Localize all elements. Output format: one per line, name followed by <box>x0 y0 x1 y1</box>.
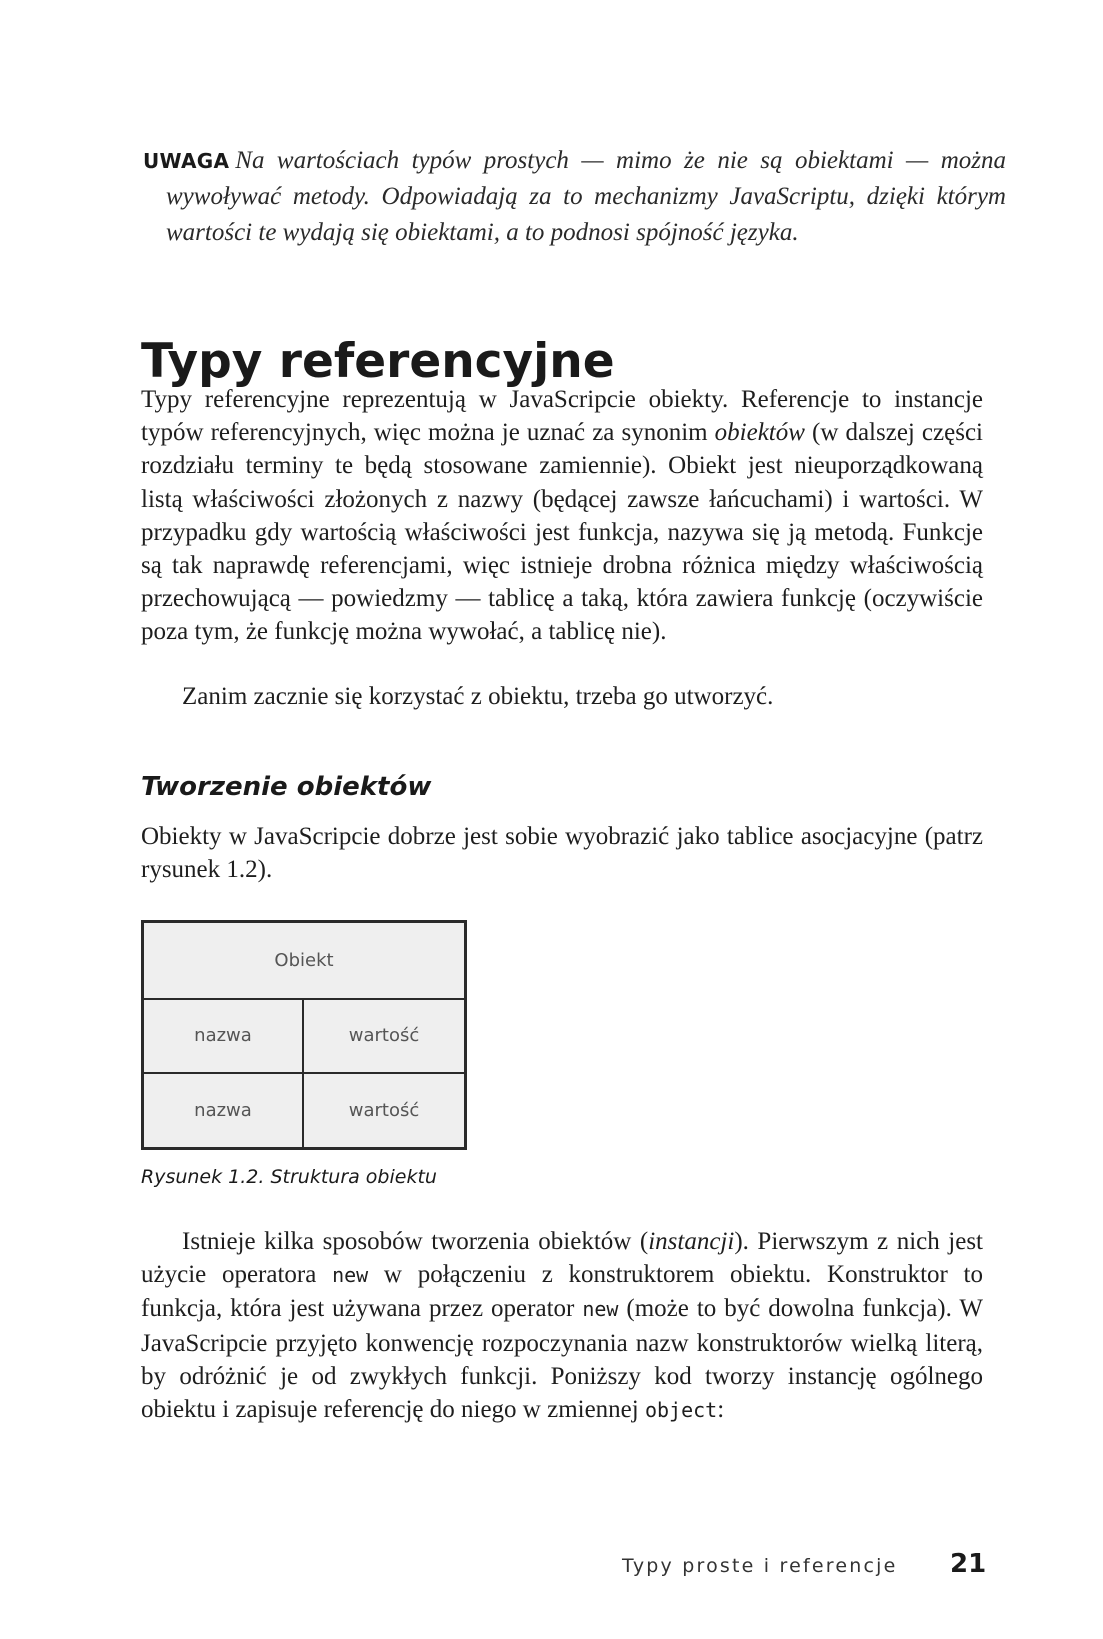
figure-name-cell: nazwa <box>144 1072 304 1147</box>
note-text: Na wartościach typów prostych — mimo że nie są obiektami — można wywoływać metody. Odpowiadają za to mechanizmy JavaScriptu, dzięki którym wartości te wydają się obiektami, a to podnosi spójność języka. <box>166 147 1006 246</box>
figure-value-cell: wartość <box>304 1072 464 1147</box>
section-heading: Typy referencyjne <box>141 334 615 389</box>
body-paragraph <box>141 1225 983 1427</box>
section-p1-part-a: Typy referencyjne reprezentują w JavaScripcie obiekty. Referencje to instancje typów referencyjnych, więc można je uznać za synonim <box>141 386 983 447</box>
note-box <box>143 143 1006 251</box>
inline-code-new: new <box>582 1297 619 1322</box>
section-paragraph-1 <box>141 383 983 649</box>
body-part-d: (może to być dowolna funkcja). W JavaScripcie przyjęto konwencję rozpoczynania nazw konstruktorów wielką literą, by odróżnić je od zwykłych funkcji. Poniższy kod tworzy instancję ogólnego obiektu i zapisuje referencję do niego w zmiennej <box>141 1295 983 1424</box>
page-number: 21 <box>950 1549 987 1579</box>
section-p1-emphasis: obiektów <box>714 419 805 447</box>
body-part-b: ). Pierwszym z nich jest użycie operatora <box>141 1228 983 1289</box>
body-part-a: Istnieje kilka sposobów tworzenia obiektów ( <box>182 1228 649 1255</box>
note-label: UWAGA <box>143 149 230 173</box>
body-emphasis: instancji <box>648 1228 735 1255</box>
subsection-paragraph-1: Obiekty w JavaScripcie dobrze jest sobie wyobrazić jako tablice asocjacyjne (patrz rysunek 1.2). <box>141 823 983 884</box>
section-p1-part-b: (w dalszej części rozdziału terminy te będą stosowane zamiennie). Obiekt jest nieuporządkowaną listą właściwości złożonych z nazwy (będącej zawsze łańcuchami) i wartości. W przypadku gdy wartością właściwości jest funkcja, nazywa się ją metodą. Funkcje są tak naprawdę referencjami, więc istnieje drobna różnica między właściwością przechowującą — powiedzmy — tablicę a taką, która zawiera funkcję (oczywiście poza tym, że funkcję można wywołać, a tablicę nie). <box>141 419 983 646</box>
inline-code-new: new <box>332 1263 369 1288</box>
body-part-e: : <box>717 1396 725 1424</box>
figure-caption: Rysunek 1.2. Struktura obiektu <box>141 1166 437 1188</box>
body-part-c: w połączeniu z konstruktorem obiektu. Konstruktor to funkcja, która jest używana przez operator <box>141 1261 984 1323</box>
inline-code-object: object <box>644 1398 718 1423</box>
running-head: Typy proste i referencje <box>622 1555 898 1577</box>
figure-value-cell: wartość <box>304 998 464 1073</box>
figure-name-cell: nazwa <box>144 998 304 1073</box>
section-paragraph-2 <box>141 680 983 713</box>
subsection-heading: Tworzenie obiektów <box>141 772 432 802</box>
section-p2-text: Zanim zacznie się korzystać z obiektu, trzeba go utworzyć. <box>182 683 774 710</box>
object-structure-figure <box>141 920 467 1150</box>
figure-header-cell: Obiekt <box>274 949 334 971</box>
